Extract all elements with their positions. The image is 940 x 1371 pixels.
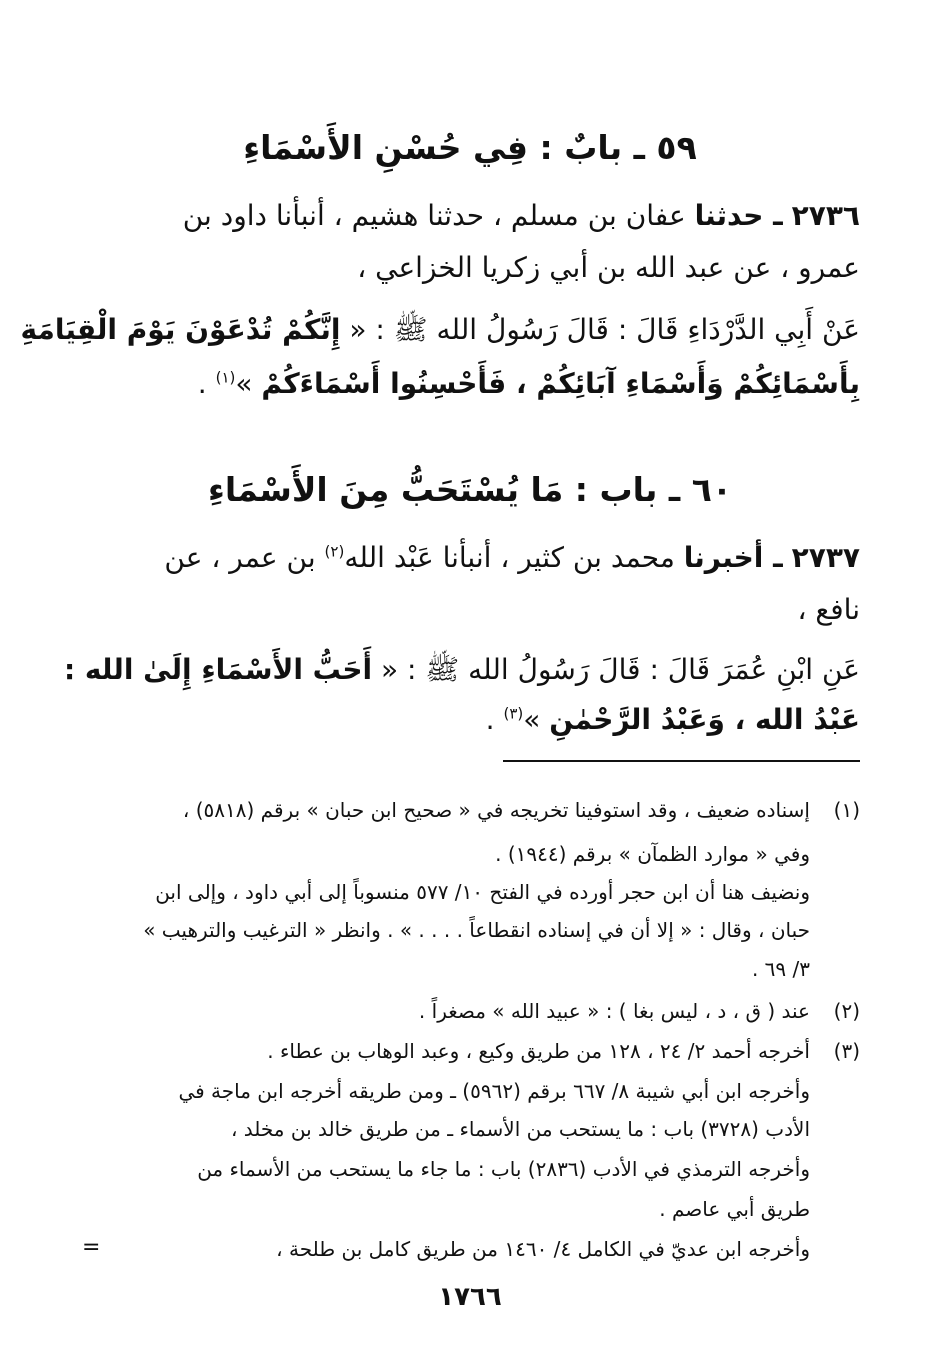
chapter-heading-59: ٥٩ ـ بابٌ : فِي حُسْنِ الأَسْمَاءِ <box>243 128 697 167</box>
chain-text: عفان بن مسلم ، حدثنا هشيم ، أنبأنا داود بن <box>182 199 686 232</box>
footnote-ref-3[interactable]: (٣) <box>503 704 524 723</box>
hadith-2736-chain-line2: عمرو ، عن عبد الله بن أبي زكريا الخزاعي ، <box>357 251 860 284</box>
chain-text: محمد بن كثير ، أنبأنا عَبْد الله <box>344 541 675 574</box>
matn-close: » <box>235 367 253 400</box>
chain-keyword: أخبرنا <box>683 541 764 574</box>
footnote-line: ونضيف هنا أن ابن حجر أورده في الفتح ١٠/ ٥٧٧ منسوباً إلى أبي داود ، وإلى ابن <box>155 880 810 904</box>
footnote-divider <box>503 760 860 762</box>
chapter-heading-60: ٦٠ ـ باب : مَا يُسْتَحَبُّ مِنَ الأَسْمَاءِ <box>208 470 732 509</box>
hadith-2736-matn-line2 <box>82 358 860 410</box>
footnote-line: وأخرجه ابن أبي شيبة ٨/ ٦٦٧ برقم (٥٩٦٢) ـ ومن طريقه أخرجه ابن ماجة في <box>178 1079 810 1103</box>
end-mark: . <box>485 703 495 736</box>
chain-text-cont: بن عمر ، عن <box>164 541 316 574</box>
matn-text-cont: عَبْدُ الله ، وَعَبْدُ الرَّحْمٰنِ <box>549 703 860 736</box>
footnote-1 <box>82 793 860 827</box>
hadith-2737-matn-line1 <box>63 644 860 696</box>
continuation-mark: = <box>82 1235 101 1260</box>
matn-close: » <box>523 703 541 736</box>
footnote-line: طريق أبي عاصم . <box>659 1197 810 1221</box>
footnote-line: حبان ، وقال : « إلا أن في إسناده انقطاعاً . . . . » . وانظر « الترغيب والترهيب » <box>143 918 810 942</box>
footnote-number: (٣) <box>833 1039 860 1063</box>
matn-intro: عَنِ ابْنِ عُمَرَ قَالَ : قَالَ رَسُولُ الله ﷺ : « <box>381 653 860 686</box>
footnote-line: وفي « موارد الظمآن » برقم (١٩٤٤) . <box>495 842 810 866</box>
footnote-line: وأخرجه الترمذي في الأدب (٢٨٣٦) باب : ما جاء ما يستحب من الأسماء من <box>197 1157 810 1181</box>
hadith-number: ٢٧٣٧ <box>791 541 860 574</box>
footnote-line: إسناده ضعيف ، وقد استوفينا تخريجه في « صحيح ابن حبان » برقم (٥٨١٨) ، <box>182 798 810 822</box>
hadith-2736-chain-line1: ٢٧٣٦ ـ حدثنا عفان بن مسلم ، حدثنا هشيم ، أنبأنا داود بن <box>182 199 860 232</box>
matn-text-cont: بِأَسْمَائِكُمْ وَأَسْمَاءِ آبَائِكُمْ ، فَأَحْسِنُوا أَسْمَاءَكُمْ <box>261 367 860 400</box>
footnote-ref-2[interactable]: (٢) <box>324 542 345 561</box>
page-number: ١٧٦٦ <box>438 1282 502 1312</box>
footnote-line: ٣/ ٦٩ . <box>751 957 810 981</box>
footnote-number: (٢) <box>833 999 860 1023</box>
hadith-number: ٢٧٣٦ <box>791 199 860 232</box>
matn-intro: عَنْ أَبِي الدَّرْدَاءِ قَالَ : قَالَ رَسُولُ الله ﷺ : « <box>349 313 860 346</box>
footnote-line: الأدب (٣٧٢٨) باب : ما يستحب من الأسماء ـ من طريق خالد بن مخلد ، <box>230 1117 810 1141</box>
footnote-line: وأخرجه ابن عديّ في الكامل ٤/ ١٤٦٠ من طريق كامل بن طلحة ، <box>276 1237 810 1261</box>
footnote-number: (١) <box>833 798 860 822</box>
hadith-2736-matn-line1 <box>20 304 860 356</box>
hadith-2737-matn-line2 <box>82 694 860 746</box>
hadith-2737-chain-line2: نافع ، <box>797 593 860 626</box>
footnote-line: أخرجه أحمد ٢/ ٢٤ ، ١٢٨ من طريق وكيع ، وعبد الوهاب بن عطاء . <box>267 1039 810 1063</box>
matn-text: إِنَّكُمْ تُدْعَوْنَ يَوْمَ الْقِيَامَةِ <box>20 313 341 346</box>
footnote-line: عند ( ق ، د ، ليس بغا ) : « عبيد الله » مصغراً . <box>418 999 810 1023</box>
hadith-2737-chain-line1: ٢٧٣٧ ـ أخبرنا محمد بن كثير ، أنبأنا عَبْد الله$^{(٢)}$ بن عمر ، عن <box>164 541 860 574</box>
chain-keyword: حدثنا <box>694 199 764 232</box>
matn-text: أَحَبُّ الأَسْمَاءِ إِلَىٰ الله : <box>63 653 373 686</box>
end-mark: . <box>197 367 207 400</box>
footnote-ref-1[interactable]: (١) <box>215 368 236 387</box>
